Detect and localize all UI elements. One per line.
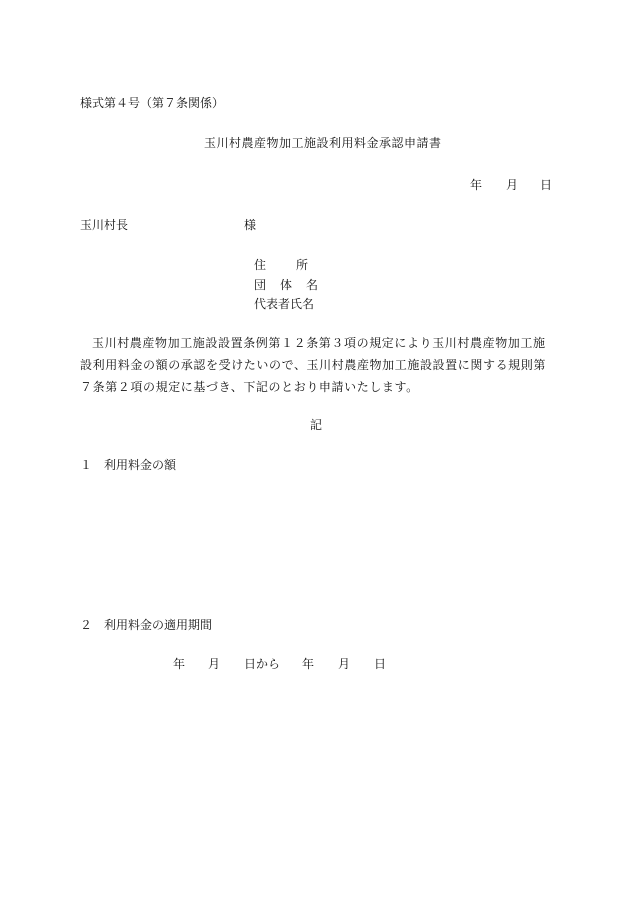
period-end-year: 年 xyxy=(302,657,315,671)
group-name-label: 団 体 名 xyxy=(254,278,320,292)
date-day: 日 xyxy=(540,178,553,192)
address-label: 住 所 xyxy=(254,258,311,272)
period-end-day: 日 xyxy=(374,657,387,671)
period-end-month: 月 xyxy=(338,657,351,671)
representative-name-label: 代表者氏名 xyxy=(254,297,315,311)
date-month: 月 xyxy=(506,178,519,192)
period-start-year: 年 xyxy=(173,657,186,671)
application-statement: 玉川村農産物加工施設設置条例第１２条第３項の規定により玉川村農産物加工施設利用料金の額の承認を受けたいので、玉川村農産物加工施設設置に関する規則第７条第２項の規定に基づき、下記のとおり申請いたします。 xyxy=(80,336,546,394)
addressee-honorific: 様 xyxy=(244,218,257,232)
date-year: 年 xyxy=(470,178,483,192)
form-number: 様式第４号（第７条関係） xyxy=(80,96,225,110)
note-heading: 記 xyxy=(310,418,323,432)
item-1-label: 利用料金の額 xyxy=(104,458,177,472)
document-title: 玉川村農産物加工施設利用料金承認申請書 xyxy=(204,136,442,150)
period-start-month: 月 xyxy=(208,657,221,671)
item-1-number: １ xyxy=(80,458,93,472)
period-start-day: 日から xyxy=(244,657,281,671)
item-2-label: 利用料金の適用期間 xyxy=(104,618,213,632)
item-2-number: ２ xyxy=(80,618,93,632)
addressee-name: 玉川村長 xyxy=(80,218,129,232)
